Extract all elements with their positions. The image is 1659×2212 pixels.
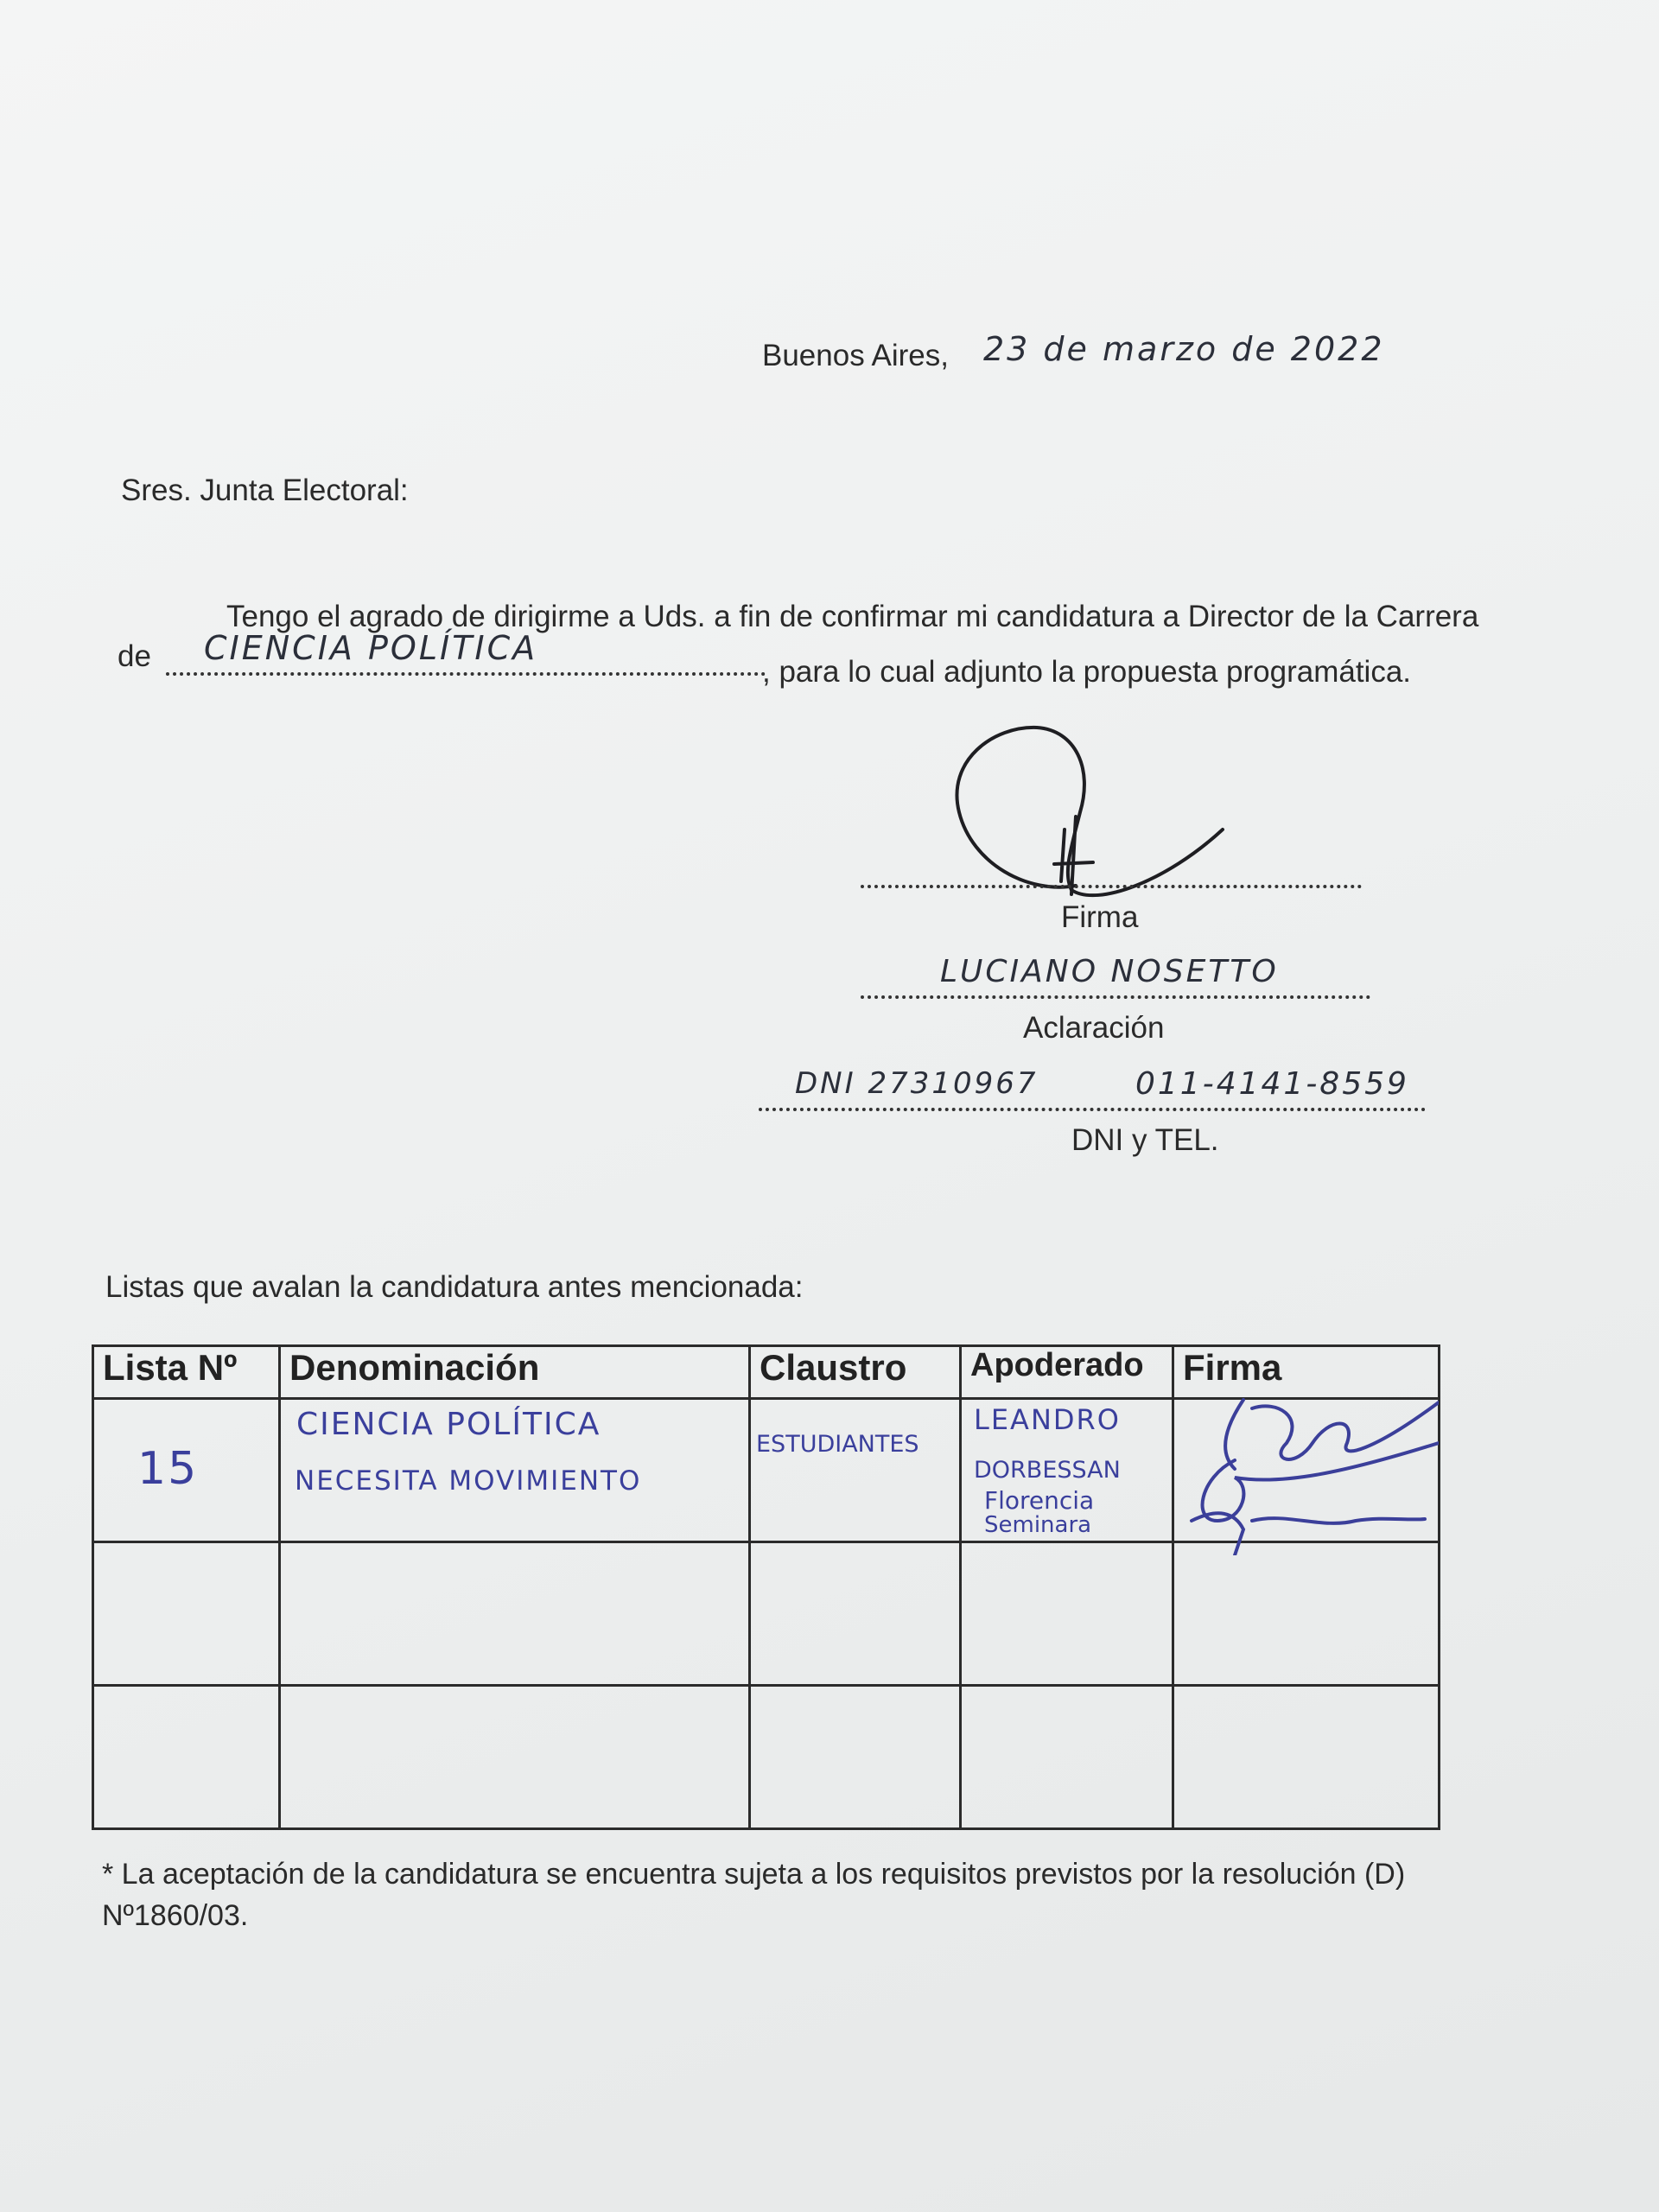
body-line-1: Tengo el agrado de dirigirme a Uds. a fin de confirmar mi candidatura a Director de la Carrera — [226, 600, 1479, 633]
claustro-value: ESTUDIANTES — [756, 1431, 919, 1458]
apoderado-line-3: Florencia — [984, 1486, 1095, 1515]
header-denominacion: Denominación — [280, 1346, 750, 1399]
de-label: de — [118, 639, 151, 673]
lists-table — [92, 1344, 1440, 1830]
footnote-line-1: * La aceptación de la candidatura se encuentra sujeta a los requisitos previstos por la resolución (D) — [102, 1858, 1406, 1891]
cell-lista — [93, 1399, 280, 1542]
header-claustro: Claustro — [750, 1346, 961, 1399]
footnote-line-2: Nº1860/03. — [102, 1899, 249, 1932]
career-dotted-line — [166, 672, 766, 676]
apoderado-line-4: Seminara — [984, 1512, 1092, 1538]
place-label: Buenos Aires, — [762, 339, 949, 372]
table-row-empty — [93, 1686, 1440, 1829]
body-line-2-rest: , para lo cual adjunto la propuesta programática. — [762, 655, 1412, 689]
firma-label: Firma — [1061, 900, 1139, 934]
handwritten-career: CIENCIA POLÍTICA — [204, 629, 538, 667]
dni-tel-dotted-line — [759, 1108, 1426, 1111]
header-lista: Lista Nº — [93, 1346, 280, 1399]
cell-firma — [1173, 1399, 1440, 1542]
handwritten-tel: 011-4141-8559 — [1135, 1066, 1409, 1102]
lists-intro: Listas que avalan la candidatura antes mencionada: — [105, 1270, 804, 1304]
apoderado-line-2: DORBESSAN — [974, 1457, 1121, 1484]
denominacion-line-1: CIENCIA POLÍTICA — [296, 1407, 601, 1442]
addressee: Sres. Junta Electoral: — [121, 474, 409, 507]
handwritten-dni: DNI 27310967 — [795, 1066, 1039, 1101]
handwritten-date: 23 de marzo de 2022 — [983, 330, 1385, 368]
dni-tel-label: DNI y TEL. — [1071, 1123, 1219, 1157]
lista-number: 15 — [137, 1443, 199, 1495]
header-apoderado: Apoderado — [961, 1346, 1173, 1399]
table-row — [93, 1399, 1440, 1542]
denominacion-line-2: NECESITA MOVIMIENTO — [295, 1465, 642, 1497]
header-firma: Firma — [1173, 1346, 1440, 1399]
table-row-empty — [93, 1542, 1440, 1686]
cell-apoderado — [961, 1399, 1173, 1542]
apoderado-line-1: LEANDRO — [974, 1403, 1121, 1436]
handwritten-aclaracion: LUCIANO NOSETTO — [940, 954, 1279, 989]
aclaracion-dotted-line — [861, 995, 1370, 999]
list-signatures-drawing — [1183, 1391, 1439, 1555]
cell-claustro — [750, 1399, 961, 1542]
signature-drawing — [899, 709, 1244, 933]
cell-denominacion — [280, 1399, 750, 1542]
signature-dotted-line — [861, 885, 1362, 888]
aclaracion-label: Aclaración — [1023, 1011, 1165, 1045]
